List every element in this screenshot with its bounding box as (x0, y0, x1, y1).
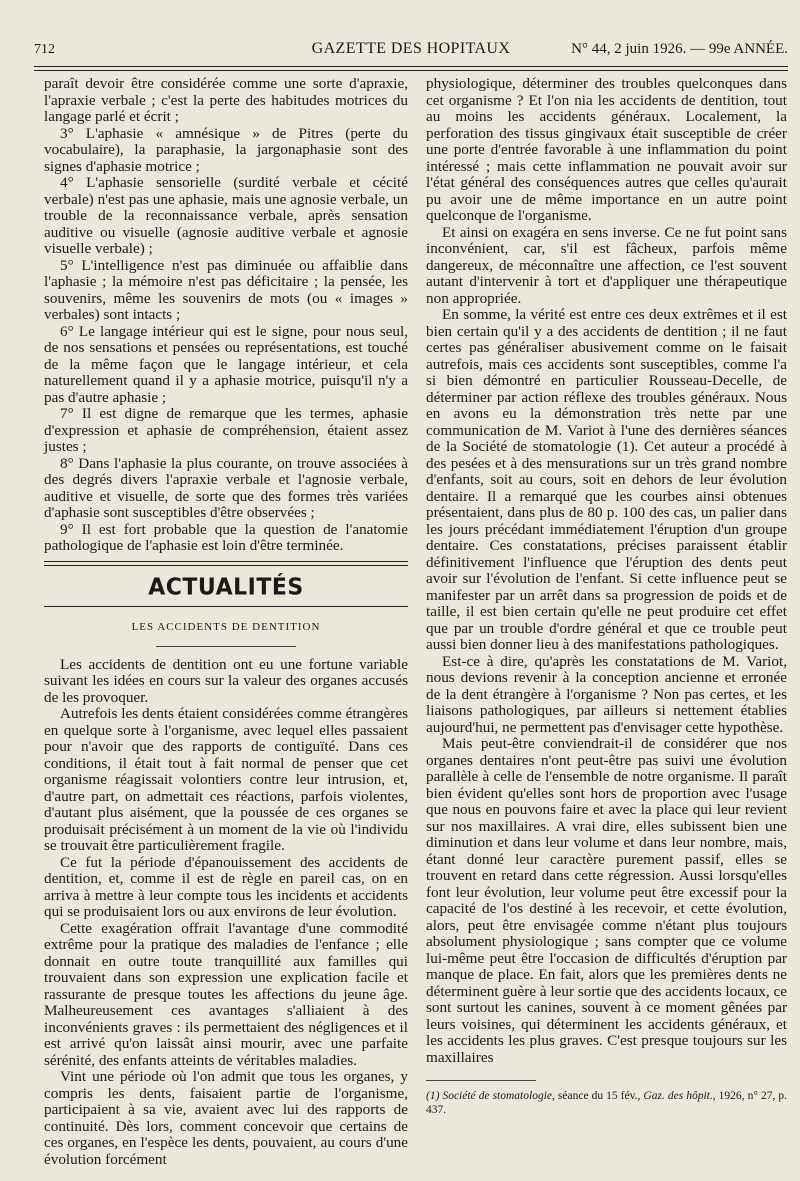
paragraph: Vint une période où l'on admit que tous les organes, y compris les dents, faisaient partie de l'organisme, participaient à sa vie, avaient avec lui des rapports de continuité. Dès lors, comment concevoir que certains de ces organes, en l'espèce les dents, pouvaient, au cours d'une évolution forcément (44, 1068, 408, 1168)
section-rule (44, 606, 408, 607)
paragraph: 8° Dans l'aphasie la plus courante, on trouve associées à des degrés divers l'apraxie verbale et l'agnosie verbale, auditive et visuelle, de sorte que des formes très variées d'aphasie sont susceptibles d'être observées ; (44, 454, 408, 521)
paragraph: En somme, la vérité est entre ces deux extrêmes et il est bien certain qu'il y a des accidents de dentition ; il ne faut certes pas généraliser abusivement comme on le faisait autrefois, mais ces accidents sont susceptibles, comme l'a si bien démontré en particulier Rousseau-Decelle, de déterminer par action réflexe des troubles généraux. Nous en avons eu la démonstration très nette par une communication de M. Variot à l'une des dernières séances de la Société de stomatologie (1). Cet auteur a procédé à des pesées et à des mensurations sur un très grand nombre d'enfants, soit au cours, soit en dehors de leur évolution dentaire. Il a remarqué que les courbes ainsi obtenues présentaient, dans plus de 80 p. 100 des cas, un palier dans les jours précédant immédiatement l'éruption d'un groupe dentaire. Ces constatations, précises paraissent établir définitivement l'influence que l'éruption des dents peut avoir sur l'évolution de l'enfant. Si cette influence peut se manifester par un arrêt dans sa progression de poids et de taille, il est bien certain qu'elle ne peut produire cet effet que par un trouble d'ordre général et que ce trouble peut aussi bien donner lieu à des manifestations pathologiques. (426, 306, 787, 653)
footnote-source: (1) Société de stomatologie, (426, 1090, 555, 1102)
paragraph: Mais peut-être conviendrait-il de considérer que nos organes dentaires n'ont peut-être pas suivi une évolution parallèle à celle de l'ensemble de notre organisme. Il paraît bien évident qu'elles sont hors de proportion avec l'usage que nous en pouvons faire et avec la place qui leur revient sur nos maxillaires. A vrai dire, elles subissent bien une diminution et dans leur volume et dans leur nombre, mais, étant donné leur caractère purement passif, elles se trouvent en retard dans cette régression. Aussi lorsqu'elles font leur évolution, leur volume peut être excessif pour la capacité de l'os destiné à les recevoir, et cette évolution, alors, peut être envisagée comme n'étant plus toujours absolument physiologique ; sans compter que ce volume lui-même peut être l'occasion de difficultés d'éruption par manque de place. En fait, alors que les premières dents ne déterminent guère à leur sortie que des accidents locaux, ce sont surtout les canines, souvent à ce moment gênées par leurs voisines, qui déterminent les accidents généraux, et les accidents les plus graves. C'est presque toujours sur les maxillaires (426, 735, 787, 1066)
paragraph: Est-ce à dire, qu'après les constatations de M. Variot, nous devions revenir à la conception ancienne et erronée de la dent étrangère à l'organisme ? Non pas certes, et les liaisons pathologiques, par ailleurs si nettement établies aujourd'hui, ne permettent pas d'envisager cette hypothèse. (426, 652, 787, 736)
right-column (426, 76, 787, 1117)
section-rule (44, 561, 408, 562)
footnote-rule (426, 1080, 536, 1081)
page-number: 712 (34, 42, 55, 57)
paragraph: Les accidents de dentition ont eu une fortune variable suivant les idées en cours sur la valeur des organes accusés de les provoquer. (44, 655, 408, 706)
paragraph: Cette exagération offrait l'avantage d'une commodité extrême pour la pratique des maladies de l'enfance ; elle donnait en outre toute tranquillité aux familles qui trouvaient dans son expression une explication facile et rassurante de presque toutes les affections du jeune âge. Malheureusement ces avantages s'alliaient à des inconvénients graves : ils permettaient des négligences et il est arrivé qu'on laissât ainsi mourir, avec une parfaite sérénité, des enfants atteints de véritables maladies. (44, 919, 408, 1069)
footnote-journal: Gaz. des hôpit., (643, 1090, 716, 1102)
paragraph: paraît devoir être considérée comme une sorte d'apraxie, l'apraxie verbale ; c'est la perte des habitudes motrices du langage parlé et écrit ; (44, 75, 408, 125)
paragraph: Autrefois les dents étaient considérées comme étrangères en quelque sorte à l'organisme, avec lequel elles passaient pour n'avoir que des rapports de contiguïté. Dans ces conditions, il était tout à fait normal de penser que cet organisme réagissait volontiers contre leur intrusion, et, d'autre part, on admettait ces réactions, parfois violentes, d'autant plus aisément, que la poussée de ces organes se produisait précisément à un moment de la vie où l'individu se trouvait être particulièrement fragile. (44, 705, 408, 854)
paragraph: 9° Il est fort probable que la question de l'anatomie pathologique de l'aphasie est loin d'être terminée. (44, 520, 408, 554)
journal-title: GAZETTE DES HOPITAUX (311, 40, 511, 57)
paragraph: 4° L'aphasie sensorielle (surdité verbale et cécité verbale) n'est pas une aphasie, mais une agnosie verbale, un trouble de la reconnaissance verbale, après sensation auditive ou visuelle (agnosie auditive verbale et agnosie visuelle verbale) ; (44, 174, 408, 257)
paragraph: 5° L'intelligence n'est pas diminuée ou affaiblie dans l'aphasie ; la mémoire n'est pas déficitaire ; la pensée, les souvenirs, même les souvenirs de mots (ou « images » verbales) sont intacts ; (44, 256, 408, 323)
footnote-reference: 1926, n° 27, p. 437. (426, 1090, 788, 1116)
header-rule (34, 66, 788, 67)
paragraph: 6° Le langage intérieur qui est le signe, pour nous seul, de nos sensations et pensées ou représentations, est touché de la même façon que le langage intérieur, et cela naturellement quand il y a aphasie motrice, puisqu'il n'y a pas d'autre aphasie ; (44, 322, 408, 406)
paragraph: Et ainsi on exagéra en sens inverse. Ce ne fut point sans inconvénient, car, s'il est fâcheux, parfois même dangereux, de méconnaître une affection, ce l'est souvent autant d'intervenir à tort et d'appliquer une thérapeutique non appropriée. (426, 223, 787, 307)
footnote-session: séance du 15 fév., (557, 1090, 641, 1102)
paragraph: 7° Il est digne de remarque que les termes, aphasie d'expression et aphasie de compréhension, étaient assez justes ; (44, 405, 408, 455)
paragraph: 3° L'aphasie « amnésique » de Pitres (perte du vocabulaire), la paraphasie, la jargonaphasie sont des signes d'aphasie motrice ; (44, 124, 408, 175)
page-header (34, 38, 788, 62)
issue-info: N° 44, 2 juin 1926. — 99e ANNÉE. (571, 41, 788, 57)
paragraph: Ce fut la période d'épanouissement des accidents de dentition, et, comme il est de règle en pareil cas, on en arriva à mettre à leur compte tous les incidents et accidents qui se produisaient lors ou aux environs de leur évolution. (44, 853, 408, 920)
left-column (44, 76, 408, 1168)
section-rule-thin (44, 565, 408, 566)
paragraph: physiologique, déterminer des troubles quelconques dans cet organisme ? Et l'on nia les accidents de dentition, tout au moins les accidents généraux. Localement, la perforation des tissus gingivaux était susceptible de créer une porte d'entrée favorable à une inflammation du point intéressé ; mais cette inflammation ne pouvait avoir sur l'état général des conséquences autres que celles qu'aurait pu avoir une de même importance en un autre point quelconque de l'organisme. (426, 75, 787, 224)
footnote (426, 1089, 787, 1117)
section-title: ACTUALITÉS (148, 573, 304, 601)
article-title: LES ACCIDENTS DE DENTITION (131, 621, 321, 633)
header-rule-thin (34, 70, 788, 71)
